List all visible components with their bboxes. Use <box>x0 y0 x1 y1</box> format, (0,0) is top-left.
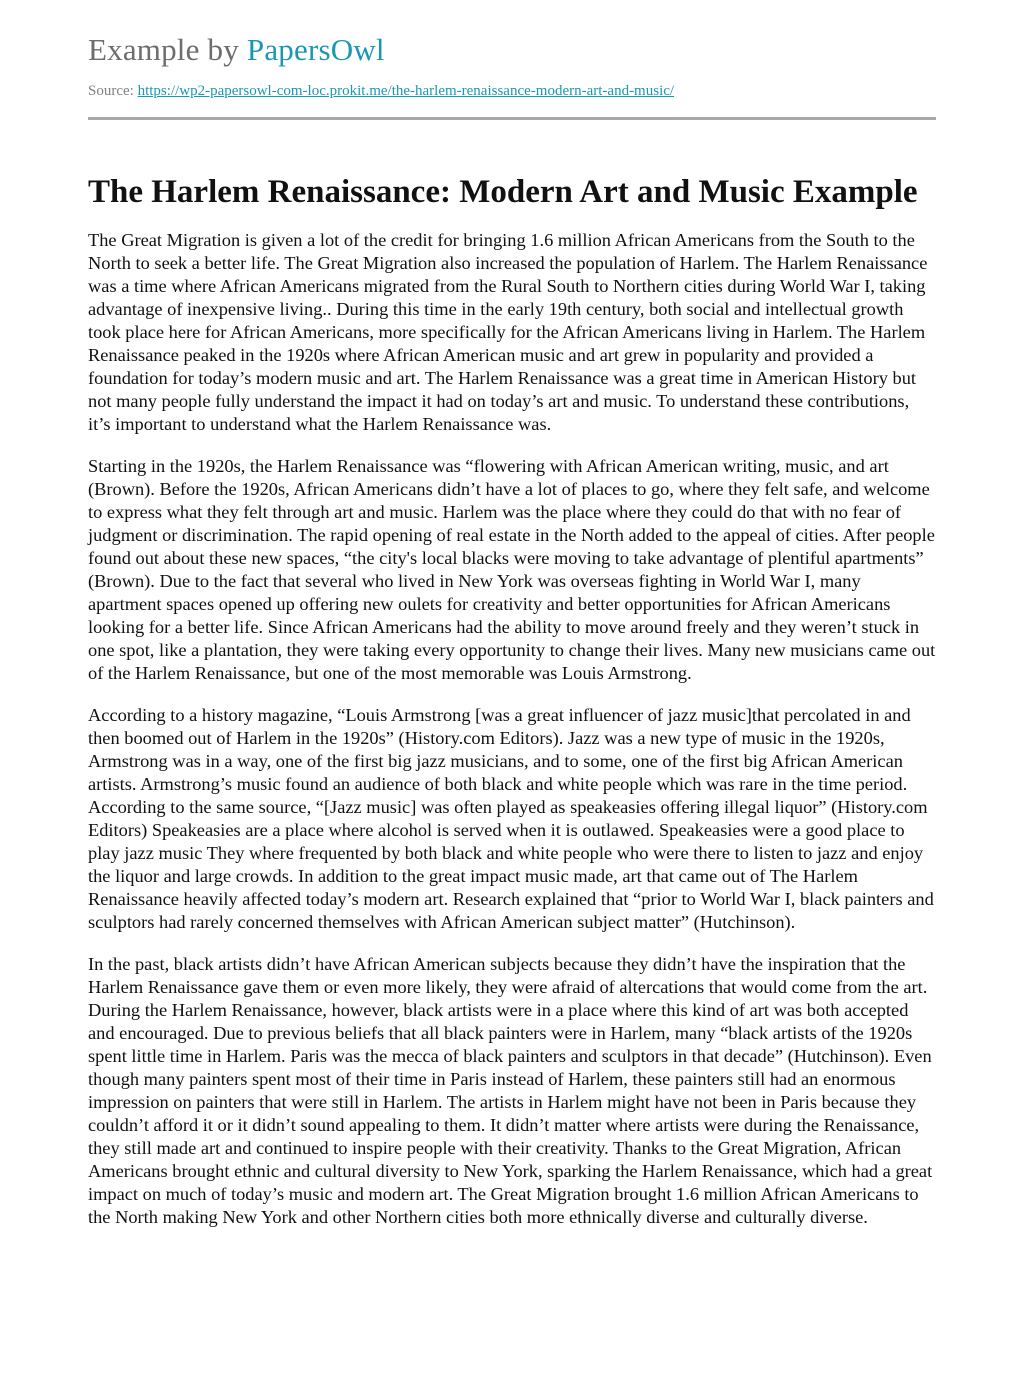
article-title: The Harlem Renaissance: Modern Art and Music Example <box>88 174 918 210</box>
source-line <box>88 81 936 101</box>
paragraph-2: Starting in the 1920s, the Harlem Renaissance was “flowering with African American writing, music, and art (Brown). Before the 1920s, African Americans didn’t have a lot of places to go, where they felt safe, and welcome to express what they felt through art and music. Harlem was the place where they could do that with no fear of judgment or discrimination. The rapid opening of real estate in the North added to the appeal of cities. After people found out about these new spaces, “the city's local blacks were moving to take advantage of plentiful apartments” (Brown). Due to the fact that several who lived in New York was overseas fighting in World War I, many apartment spaces opened up offering new oulets for creativity and better opportunities for African Americans looking for a better life. Since African Americans had the ability to move around freely and they weren’t stuck in one spot, like a plantation, they were taking every opportunity to change their lives. Many new musicians came out of the Harlem Renaissance, but one of the most memorable was Louis Armstrong. <box>88 456 936 683</box>
source-label: Source: <box>88 83 138 99</box>
document-page <box>88 0 936 1248</box>
brand-prefix: Example by <box>88 32 247 67</box>
paragraph-1: The Great Migration is given a lot of the credit for bringing 1.6 million African Americans from the South to the North to seek a better life. The Great Migration also increased the population of Harlem. The Harlem Renaissance was a time where African Americans migrated from the Rural South to Northern cities during World War I, taking advantage of inexpensive living.. During this time in the early 19th century, both social and intellectual growth took place here for African Americans, more specifically for the African Americans living in Harlem. The Harlem Renaissance peaked in the 1920s where African American music and art grew in popularity and provided a foundation for today’s modern music and art. The Harlem Renaissance was a great time in American History but not many people fully understand the impact it had on today’s art and music. To understand these contributions, it’s important to understand what the Harlem Renaissance was. <box>88 230 928 434</box>
source-link[interactable]: https://wp2-papersowl-com-loc.prokit.me/the-harlem-renaissance-modern-art-and-music/ <box>137 83 675 99</box>
brand-name[interactable]: PapersOwl <box>246 32 385 67</box>
brand-header <box>88 30 936 70</box>
article-body <box>88 229 936 1229</box>
header-divider <box>88 117 936 120</box>
paragraph-4: In the past, black artists didn’t have African American subjects because they didn’t have the inspiration that the Harlem Renaissance gave them or even more likely, they were afraid of altercations that would come from the art. During the Harlem Renaissance, however, black artists were in a place where this kind of art was both accepted and encouraged. Due to previous beliefs that all black painters were in Harlem, many “black artists of the 1920s spent little time in Harlem. Paris was the mecca of black painters and sculptors in that decade” (Hutchinson). Even though many painters spent most of their time in Paris instead of Harlem, these painters still had an enormous impression on painters that were still in Harlem. The artists in Harlem might have not been in Paris because they couldn’t afford it or it didn’t sound appealing to them. It didn’t matter where artists were during the Renaissance, they still made art and continued to inspire people with their creativity. Thanks to the Great Migration, African Americans brought ethnic and cultural diversity to New York, sparking the Harlem Renaissance, which had a great impact on much of today’s music and modern art. The Great Migration brought 1.6 million African Americans to the North making New York and other Northern cities both more ethnically diverse and culturally diverse. <box>88 954 933 1227</box>
paragraph-3: According to a history magazine, “Louis Armstrong [was a great influencer of jazz music]that percolated in and then boomed out of Harlem in the 1920s” (History.com Editors). Jazz was a new type of music in the 1920s, Armstrong was in a way, one of the first big jazz musicians, and to some, one of the first big African American artists. Armstrong’s music found an audience of both black and white people which was rare in the time period. According to the same source, “[Jazz music] was often played as speakeasies offering illegal liquor” (History.com Editors) Speakeasies are a place where alcohol is served when it is outlawed. Speakeasies were a good place to play jazz music They where frequented by both black and white people who were there to listen to jazz and enjoy the liquor and large crowds. In addition to the great impact music made, art that came out of The Harlem Renaissance heavily affected today’s modern art. Research explained that “prior to World War I, black painters and sculptors had rarely concerned themselves with African American subject matter” (Hutchinson). <box>88 705 934 932</box>
